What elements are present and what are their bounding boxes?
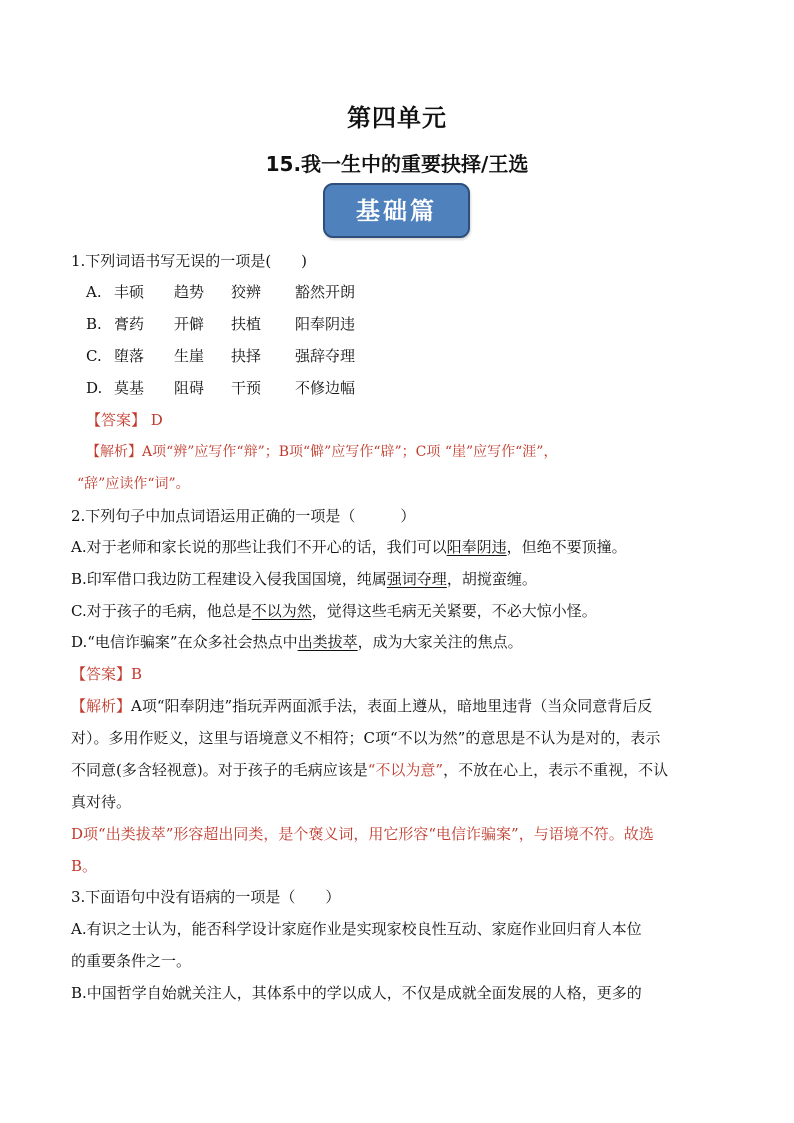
q1-option-word: 膏药 xyxy=(114,315,145,333)
q1-option-word: 豁然开朗 xyxy=(295,283,356,301)
q3-option-a-line1: A.有识之士认为，能否科学设计家庭作业是实现家校良性互动、家庭作业回归育人本位 xyxy=(71,920,642,938)
q1-option-word: 开僻 xyxy=(174,315,205,333)
option-highlight-word: 阳奉阴违 xyxy=(446,538,507,556)
q3-option-b-line1: B.中国哲学自始就关注人，其体系中的学以成人，不仅是成就全面发展的人格，更多的 xyxy=(71,984,642,1002)
q2-analysis-line1 xyxy=(71,696,652,716)
q3-option-a-line2: 的重要条件之一。 xyxy=(71,952,192,970)
q1-option-letter: D. xyxy=(86,379,103,397)
q1-option-b xyxy=(86,314,355,334)
option-text: ，觉得这些毛病无关紧要，不必大惊小怪。 xyxy=(311,602,597,620)
q1-analysis-line1 xyxy=(86,442,557,462)
q1-stem: 1.下列词语书写无误的一项是( ) xyxy=(71,252,308,270)
q2-stem: 2.下列句子中加点词语运用正确的一项是（ ） xyxy=(71,507,416,525)
q2-option-a xyxy=(71,537,627,557)
answer-value: D xyxy=(150,411,163,429)
analysis-text: 不同意(多含轻视意)。对于孩子的毛病应该是 xyxy=(71,761,368,779)
answer-value: B xyxy=(131,665,143,683)
option-text: A.对于老师和家长说的那些让我们不开心的话，我们可以 xyxy=(71,538,447,556)
analysis-label: 【解析】 xyxy=(71,697,132,715)
q1-option-word: 阳奉阴违 xyxy=(295,315,356,333)
q1-option-d xyxy=(86,378,355,398)
answer-label: 【答案】 xyxy=(86,411,147,429)
q2-analysis-line5: D项“出类拔萃”形容超出同类，是个褒义词，用它形容“电信诈骗案”，与语境不符。故选 xyxy=(71,825,654,843)
analysis-text: A项“辨”应写作“辩”；B项“僻”应写作“辟”；C项 “崖”应写作“涯”， xyxy=(142,444,558,460)
option-text: ，但绝不要顶撞。 xyxy=(506,538,627,556)
analysis-label: 【解析】 xyxy=(86,444,142,460)
q1-option-word: 生崖 xyxy=(174,347,205,365)
q1-option-word: 干预 xyxy=(231,379,262,397)
option-highlight-word: 强词夺理 xyxy=(386,570,447,588)
q1-option-word: 丰硕 xyxy=(114,283,145,301)
q1-option-word: 堕落 xyxy=(114,347,145,365)
q2-option-c xyxy=(71,601,597,621)
q2-option-d xyxy=(71,632,523,652)
option-text: ，成为大家关注的焦点。 xyxy=(357,633,523,651)
option-text: D.“电信诈骗案”在众多社会热点中 xyxy=(71,633,298,651)
unit-title: 第四单元 xyxy=(347,104,447,132)
q2-analysis-line6: B。 xyxy=(71,857,98,875)
answer-label: 【答案】 xyxy=(71,665,132,683)
analysis-text: ，不放在心上，表示不重视，不认 xyxy=(443,761,669,779)
q3-stem: 3.下面语句中没有语病的一项是（ ） xyxy=(71,888,341,906)
lesson-title: 15.我一生中的重要抉择/王选 xyxy=(265,152,529,176)
section-badge: 基础篇 xyxy=(323,183,470,238)
q1-option-word: 阻碍 xyxy=(174,379,205,397)
q1-option-word: 趋势 xyxy=(174,283,205,301)
q2-analysis-line2: 对）。多用作贬义，这里与语境意义不相符；C项“不以为然”的意思是不认为是对的，表示 xyxy=(71,729,661,747)
analysis-text-highlight: “不以为意” xyxy=(367,761,444,779)
q1-option-letter: B. xyxy=(86,315,102,333)
q1-option-c xyxy=(86,346,355,366)
option-text: B.印军借口我边防工程建设入侵我国国境，纯属 xyxy=(71,570,387,588)
analysis-text: A项“阳奉阴违”指玩弄两面派手法，表面上遵从，暗地里违背（当众同意背后反 xyxy=(131,697,653,715)
q1-option-word: 扶植 xyxy=(231,315,262,333)
option-text: ，胡搅蛮缠。 xyxy=(446,570,537,588)
q1-option-word: 狡辨 xyxy=(231,283,262,301)
q1-option-letter: A. xyxy=(86,283,102,301)
q1-option-word: 强辞夺理 xyxy=(295,347,356,365)
q1-option-word: 不修边幅 xyxy=(295,379,356,397)
option-highlight-word: 出类拔萃 xyxy=(297,633,358,651)
q1-analysis-line2: “辞”应读作“词”。 xyxy=(77,476,190,492)
q1-option-letter: C. xyxy=(86,347,102,365)
q1-option-word: 抉择 xyxy=(231,347,262,365)
q2-analysis-line4: 真对待。 xyxy=(71,793,132,811)
option-text: C.对于孩子的毛病，他总是 xyxy=(71,602,252,620)
option-highlight-word: 不以为然 xyxy=(251,602,312,620)
q2-option-b xyxy=(71,569,537,589)
q2-answer xyxy=(71,664,142,684)
q2-analysis-line3 xyxy=(71,760,668,780)
q1-option-word: 莫基 xyxy=(114,379,145,397)
q1-answer xyxy=(86,410,163,430)
q1-option-a xyxy=(86,282,355,302)
